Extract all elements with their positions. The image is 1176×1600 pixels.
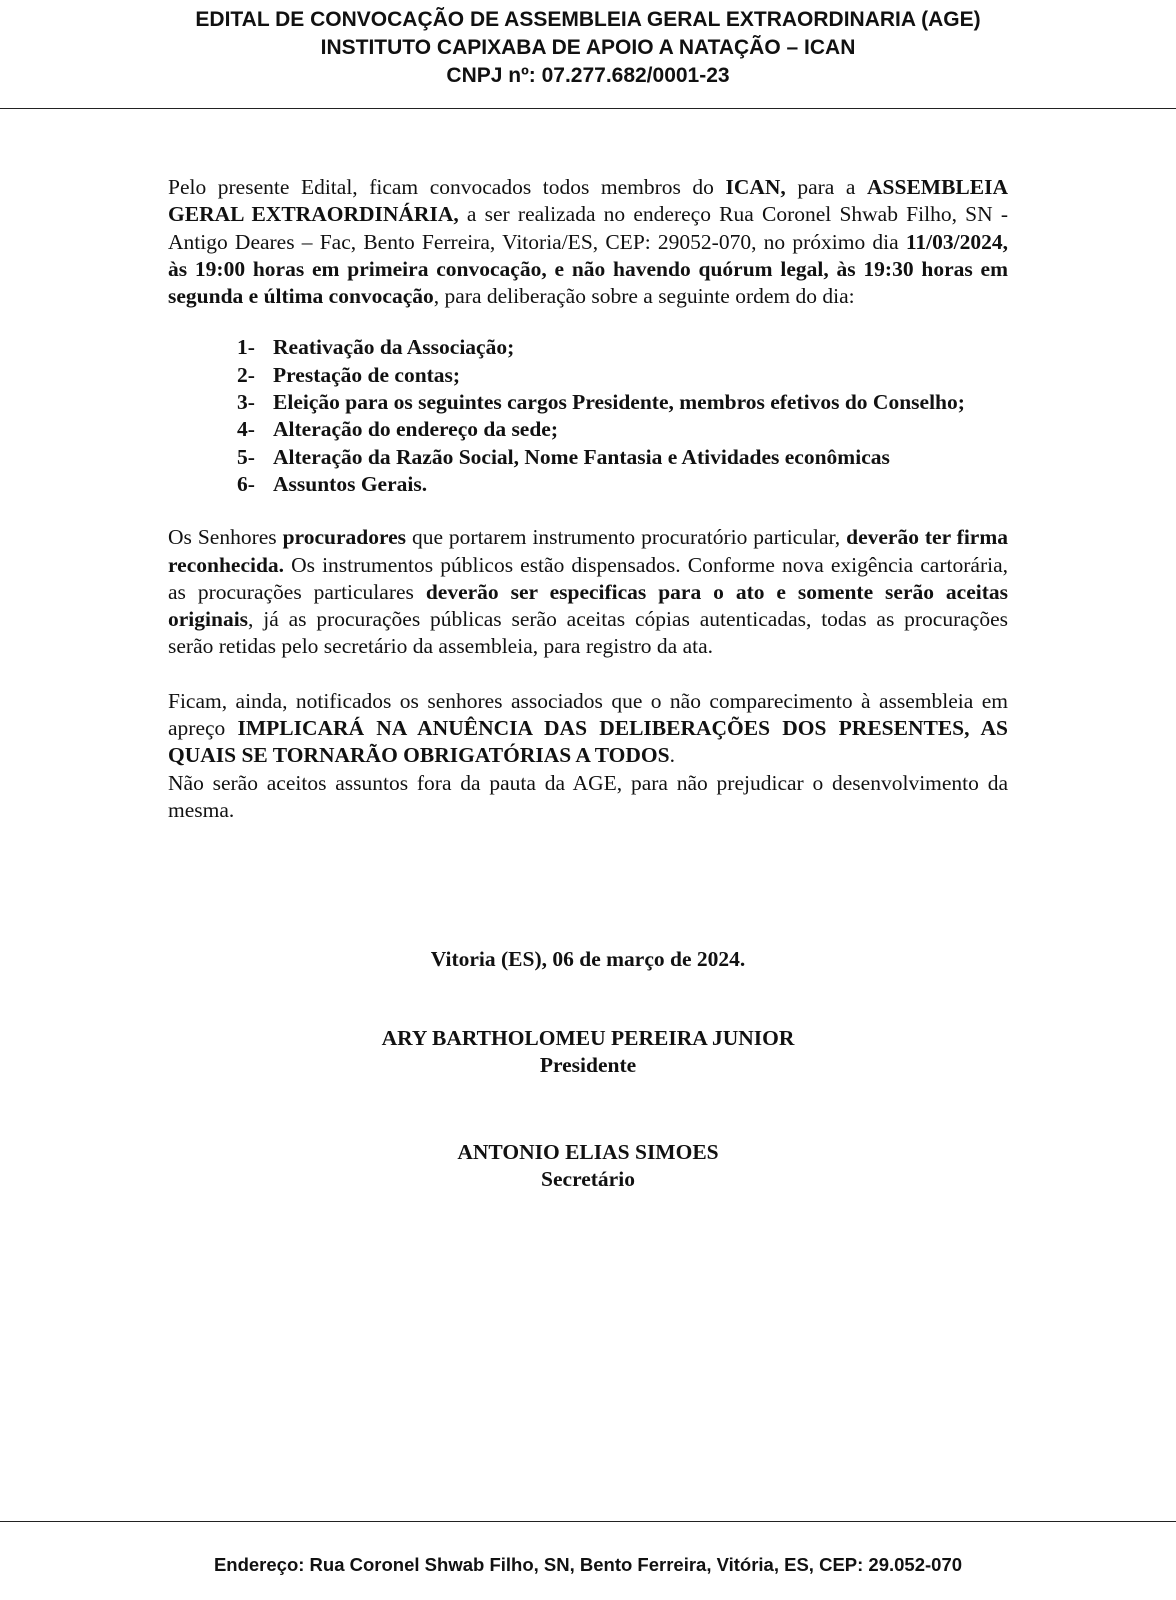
agenda-number: 5- (237, 444, 255, 469)
signatory-role: Secretário (541, 1167, 635, 1192)
agenda-text: Alteração da Razão Social, Nome Fantasia e Atividades econômicas (273, 444, 890, 469)
bold-run: deverão ser especificas para o ato e somente serão aceitas originais (168, 579, 1008, 632)
agenda-number: 6- (237, 471, 255, 496)
text-run: . (669, 743, 675, 768)
header-divider (0, 108, 1176, 109)
header-cnpj: CNPJ nº: 07.277.682/0001-23 (446, 64, 730, 87)
bold-run: procuradores (282, 525, 407, 550)
bold-run: 11/03/2024, às 19:00 horas em primeira convocação, e não havendo quórum legal, às 19:30 horas em segunda e última convocação (168, 229, 1008, 309)
signatory-role: Presidente (539, 1053, 637, 1078)
agenda-number: 3- (237, 390, 255, 415)
text-run: , para deliberação sobre a seguinte ordem do dia: (433, 284, 855, 309)
text-run: a ser realizada no endereço Rua Coronel Shwab Filho, SN - Antigo Deares – Fac, Bento Ferreira, Vitoria/ES, CEP: 29052-070, no próximo dia (168, 202, 1008, 254)
header-institution: INSTITUTO CAPIXABA DE APOIO A NATAÇÃO – ICAN (320, 36, 856, 59)
signatory-secretary (0, 1139, 1176, 1194)
proxy-paragraph (168, 524, 1008, 660)
signatory-president (0, 1025, 1176, 1080)
agenda-text: Prestação de contas; (273, 362, 461, 387)
agenda-item (168, 334, 1008, 361)
agenda-list (168, 334, 1008, 498)
signatory-name: ANTONIO ELIAS SIMOES (457, 1140, 719, 1164)
agenda-number: 1- (237, 335, 255, 360)
agenda-text: Eleição para os seguintes cargos Presidente, membros efetivos do Conselho; (273, 390, 965, 415)
agenda-note-paragraph: Não serão aceitos assuntos fora da pauta da AGE, para não prejudicar o desenvolvimento da mesma. (168, 770, 1008, 822)
agenda-text: Reativação da Associação; (273, 335, 515, 360)
bold-run: ICAN, (725, 175, 786, 199)
text-run: , já as procurações públicas serão aceitas cópias autenticadas, todas as procurações serão retidas pelo secretário da assembleia, para registro da ata. (168, 607, 1008, 659)
text-run: Os Senhores (168, 525, 283, 550)
agenda-number: 2- (237, 362, 255, 387)
text-run: que portarem instrumento procuratório particular, (406, 525, 847, 550)
document-body (168, 174, 1008, 824)
agenda-number: 4- (237, 417, 255, 442)
notice-paragraph (168, 688, 1008, 770)
agenda-item (168, 362, 1008, 389)
agenda-text: Alteração do endereço da sede; (273, 417, 559, 442)
date-line: Vitoria (ES), 06 de março de 2024. (430, 947, 746, 971)
agenda-text: Assuntos Gerais. (273, 471, 428, 496)
bold-run: deverão ter firma reconhecida. (168, 525, 1008, 577)
text-run: para a (785, 175, 867, 199)
convocation-paragraph (168, 174, 1008, 310)
signatory-name: ARY BARTHOLOMEU PEREIRA JUNIOR (381, 1026, 795, 1050)
header-title: EDITAL DE CONVOCAÇÃO DE ASSEMBLEIA GERAL EXTRAORDINARIA (AGE) (195, 8, 981, 31)
agenda-item (168, 471, 1008, 498)
agenda-item (168, 389, 1008, 416)
text-run: Ficam, ainda, notificados os senhores associados que o não comparecimento à assembleia em apreço (168, 688, 1008, 741)
document-header (0, 6, 1176, 90)
text-run: Os instrumentos públicos estão dispensados. Conforme nova exigência cartorária, as procurações particulares (168, 552, 1008, 604)
bold-run: ASSEMBLEIA GERAL EXTRAORDINÁRIA, (168, 175, 1008, 227)
footer-divider (0, 1521, 1176, 1522)
footer-address: Endereço: Rua Coronel Shwab Filho, SN, Bento Ferreira, Vitória, ES, CEP: 29.052-070 (213, 1554, 963, 1575)
bold-run: IMPLICARÁ NA ANUÊNCIA DAS DELIBERAÇÕES DOS PRESENTES, AS QUAIS SE TORNARÃO OBRIGATÓRIAS A TODOS (168, 716, 1008, 768)
agenda-item (168, 444, 1008, 471)
agenda-item (168, 416, 1008, 443)
text-run: Pelo presente Edital, ficam convocados todos membros do (168, 175, 726, 199)
